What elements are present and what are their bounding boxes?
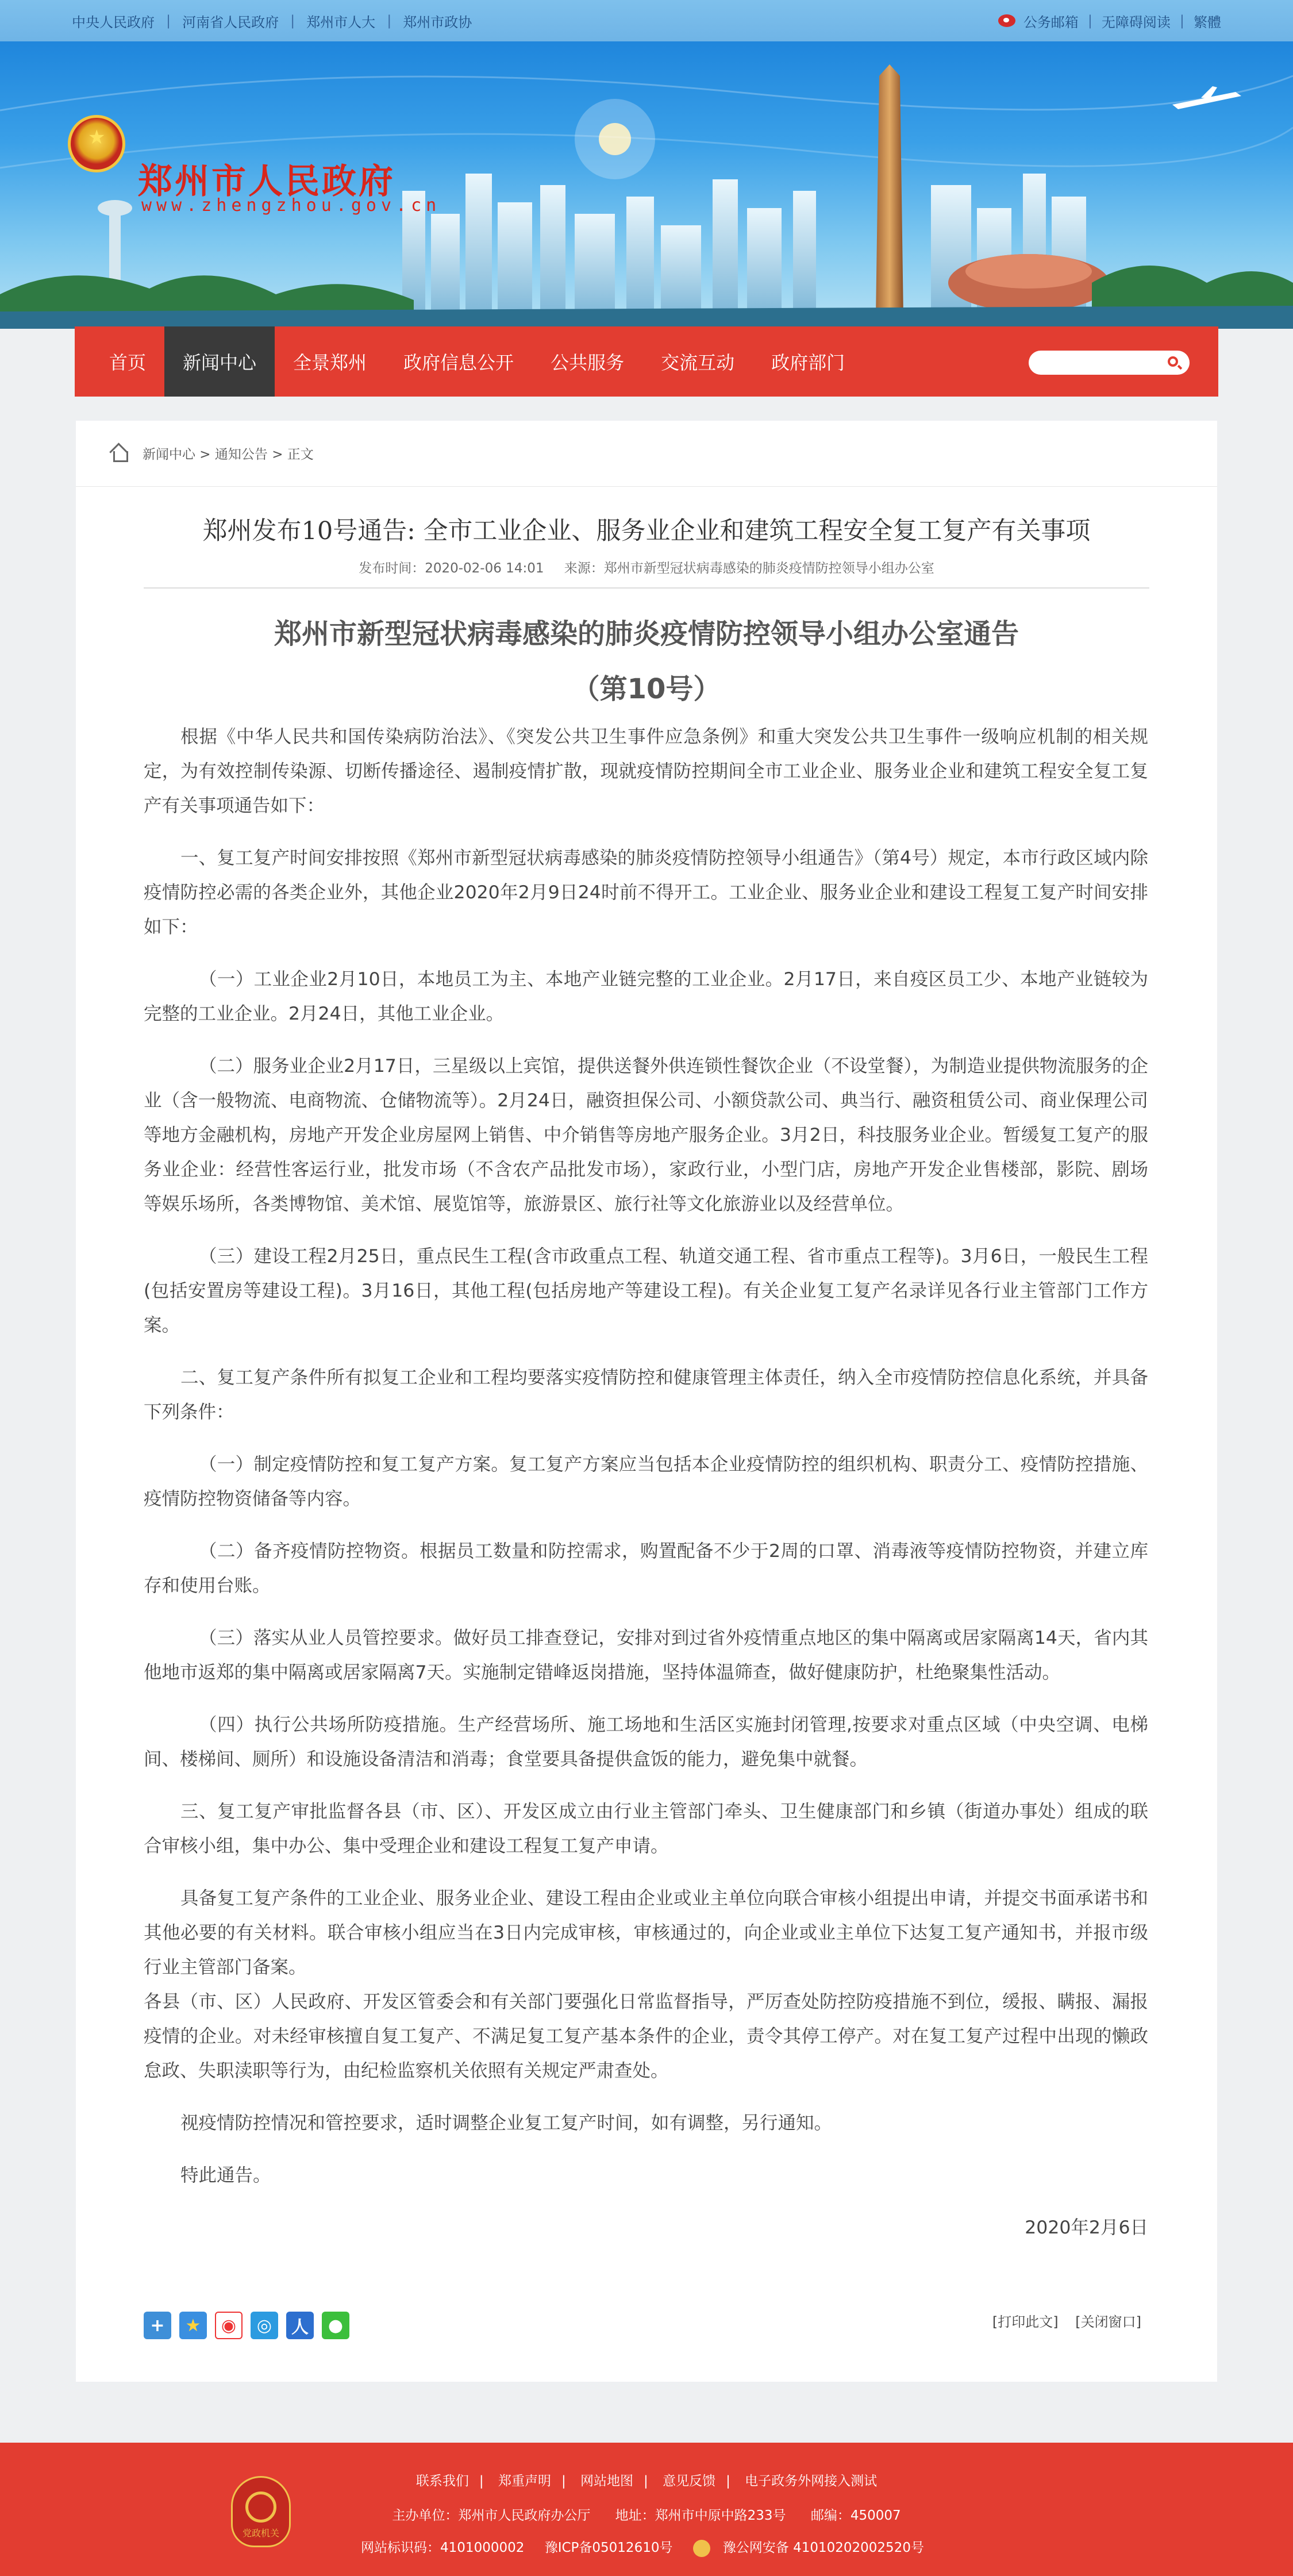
police-badge-icon xyxy=(693,2540,710,2557)
footer-site-code: 网站标识码：4101000002 xyxy=(361,2540,525,2555)
paragraph: （三）落实从业人员管控要求。做好员工排查登记，安排对到过省外疫情重点地区的集中隔离或居家隔离14天，省内其他地市返郑的集中隔离或居家隔离7天。实施制定错峰返岗措施，坚持体温筛查，做好健康防护，杜绝聚集性活动。 xyxy=(144,1628,1148,1683)
article-panel xyxy=(76,421,1217,2382)
nav-interaction[interactable]: 交流互动 xyxy=(661,352,735,374)
footer-address: 地址：郑州市中原中路233号 xyxy=(615,2508,786,2523)
footer-police[interactable]: 豫公网安备 41010202002520号 xyxy=(722,2540,924,2555)
nav-departments[interactable]: 政府部门 xyxy=(771,352,845,374)
paragraph: 二、复工复产条件所有拟复工企业和工程均要落实疫情防控和健康管理主体责任，纳入全市疫情防控信息化系统，并具备下列条件： xyxy=(144,1367,1148,1422)
paragraph: （一）制定疫情防控和复工复产方案。复工复产方案应当包括本企业疫情防控的组织机构、职责分工、疫情防控措施、疫情防控物资储备等内容。 xyxy=(144,1454,1148,1509)
footer xyxy=(0,2443,1293,2576)
share-wechat-icon[interactable]: ● xyxy=(322,2312,349,2339)
footer-link-sitemap[interactable]: 网站地图 xyxy=(580,2474,633,2489)
top-links: 中央人民政府 | 河南省人民政府 | 郑州市人大 | 郑州市政协 xyxy=(72,0,472,41)
print-link[interactable]: [打印此文] xyxy=(992,2314,1059,2330)
paragraph: 三、复工复产审批监督各县（市、区）、开发区成立由行业主管部门牵头、卫生健康部门和乡镇（街道办事处）组成的联合审核小组，集中办公、集中受理企业和建设工程复工复产申请。 xyxy=(144,1801,1148,1856)
site-url: www.zhengzhou.gov.cn xyxy=(141,195,441,216)
share-bar xyxy=(144,2312,357,2339)
share-weibo-icon[interactable]: ◉ xyxy=(215,2312,243,2339)
article-body xyxy=(144,720,1148,2263)
paragraph: 各县（市、区）人民政府、开发区管委会和有关部门要强化日常监督指导，严厉查处防控防疫措施不到位，缓报、瞒报、漏报疫情的企业。对未经审核擅自复工复产、不满足复工复产基本条件的企业，责令其停工停产。对在复工复产过程中出现的懒政怠政、失职渎职等行为，由纪检监察机关依照有关规定严肃查处。 xyxy=(144,1991,1148,2081)
footer-links: 联系我们 | 郑重声明 | 网站地图 | 意见反馈 | 电子政务外网接入测试 xyxy=(415,2474,878,2489)
notice-number: （第10号） xyxy=(572,673,721,705)
weibo-icon[interactable] xyxy=(998,14,1015,27)
accessibility-link[interactable]: 无障碍阅读 xyxy=(1101,14,1171,30)
site-title: 郑州市人民政府 xyxy=(138,162,395,202)
footer-host-info xyxy=(0,2505,1293,2524)
article-source: 来源：郑州市新型冠状病毒感染的肺炎疫情防控领导小组办公室 xyxy=(564,561,934,576)
top-link-zz-npc[interactable]: 郑州市人大 xyxy=(306,14,376,30)
publish-date: 发布时间：2020-02-06 14:01 xyxy=(359,561,544,576)
paragraph: （三）建设工程2月25日，重点民生工程(含市政重点工程、轨道交通工程、省市重点工程等)。3月6日，一般民生工程(包括安置房等建设工程)。3月16日，其他工程(包括房地产等建设工程)。有关企业复工复产名录详见各行业主管部门工作方案。 xyxy=(144,1246,1148,1336)
breadcrumb-text[interactable]: 新闻中心 > 通知公告 > 正文 xyxy=(143,447,314,462)
paragraph: 视疫情防控情况和管控要求，适时调整企业复工复产时间，如有调整，另行通知。 xyxy=(180,2113,833,2133)
main-nav xyxy=(75,326,1218,397)
notice-title: 郑州市新型冠状病毒感染的肺炎疫情防控领导小组办公室通告 xyxy=(274,618,1019,650)
footer-link-statement[interactable]: 郑重声明 xyxy=(498,2474,551,2489)
divider xyxy=(144,587,1149,589)
share-qzone-icon[interactable]: ★ xyxy=(179,2312,207,2339)
article-title: 郑州发布10号通告: 全市工业企业、服务业企业和建筑工程安全复工复产有关事项 xyxy=(202,517,1091,545)
footer-host: 主办单位：郑州市人民政府办公厅 xyxy=(392,2508,591,2523)
mail-link[interactable]: 公务邮箱 xyxy=(1023,14,1079,30)
search-icon[interactable] xyxy=(1168,356,1178,367)
footer-registration xyxy=(0,2537,1293,2557)
share-tencent-weibo-icon[interactable]: ◎ xyxy=(251,2312,278,2339)
paragraph: 特此通告。 xyxy=(180,2165,271,2186)
paragraph: （一）工业企业2月10日，本地员工为主、本地产业链完整的工业企业。2月17日，来自疫区员工少、本地产业链较为完整的工业企业。2月24日，其他工业企业。 xyxy=(144,969,1148,1024)
nav-gov-info[interactable]: 政府信息公开 xyxy=(403,352,514,374)
nav-news-center[interactable]: 新闻中心 xyxy=(164,326,275,397)
footer-link-feedback[interactable]: 意见反馈 xyxy=(663,2474,716,2489)
top-link-zz-cppcc[interactable]: 郑州市政协 xyxy=(403,14,472,30)
footer-link-contact[interactable]: 联系我们 xyxy=(415,2474,469,2489)
traditional-chinese-link[interactable]: 繁體 xyxy=(1194,14,1221,30)
share-renren-icon[interactable]: 人 xyxy=(286,2312,314,2339)
footer-link-egov-test[interactable]: 电子政务外网接入测试 xyxy=(745,2474,878,2489)
paragraph: （二）备齐疫情防控物资。根据员工数量和防控需求，购置配备不少于2周的口罩、消毒液等疫情防控物资，并建立库存和使用台账。 xyxy=(144,1541,1148,1596)
breadcrumb xyxy=(109,436,314,470)
close-window-link[interactable]: [关闭窗口] xyxy=(1075,2314,1141,2330)
sign-date: 2020年2月6日 xyxy=(1025,2217,1148,2238)
national-emblem-logo: ★ xyxy=(68,115,125,172)
share-more-icon[interactable]: + xyxy=(144,2312,171,2339)
top-link-henan-gov[interactable]: 河南省人民政府 xyxy=(182,14,279,30)
paragraph: 根据《中华人民共和国传染病防治法》、《突发公共卫生事件应急条例》和重大突发公共卫生事件一级响应机制的相关规定，为有效控制传染源、切断传播途径、遏制疫情扩散，现就疫情防控期间全市工业企业、服务业企业和建筑工程安全复工复产有关事项通告如下： xyxy=(144,726,1148,816)
paragraph: 一、复工复产时间安排按照《郑州市新型冠状病毒感染的肺炎疫情防控领导小组通告》（第4号）规定，本市行政区域内除疫情防控必需的各类企业外，其他企业2020年2月9日24时前不得开工。工业企业、服务业企业和建设工程复工复产时间安排如下： xyxy=(144,848,1148,937)
article-tools xyxy=(980,2310,1141,2331)
divider xyxy=(76,486,1217,487)
nav-public-service[interactable]: 公共服务 xyxy=(551,352,625,374)
nav-panorama[interactable]: 全景郑州 xyxy=(293,352,367,374)
top-right-links: 公务邮箱 | 无障碍阅读 | 繁體 xyxy=(998,0,1221,41)
top-bar xyxy=(0,0,1293,41)
home-icon[interactable] xyxy=(109,444,129,462)
site-banner xyxy=(0,41,1293,329)
search-input[interactable] xyxy=(1029,351,1190,375)
top-link-central-gov[interactable]: 中央人民政府 xyxy=(72,14,155,30)
footer-icp[interactable]: 豫ICP备05012610号 xyxy=(544,2540,673,2555)
article-meta xyxy=(76,558,1217,576)
paragraph: （二）服务业企业2月17日，三星级以上宾馆，提供送餐外供连锁性餐饮企业（不设堂餐），为制造业提供物流服务的企业（含一般物流、电商物流、仓储物流等）。2月24日，融资担保公司、小额贷款公司、典当行、融资租赁公司、商业保理公司等地方金融机构，房地产开发企业房屋网上销售、中介销售等房地产服务企业。3月2日，科技服务业企业。暂缓复工复产的服务业企业：经营性客运行业，批发市场（不含农产品批发市场），家政行业，小型门店，房地产开发企业售楼部，影院、剧场等娱乐场所，各类博物馆、美术馆、展览馆等，旅游景区、旅行社等文化旅游业以及经营单位。 xyxy=(144,1056,1148,1214)
badge-label: 党政机关 xyxy=(242,2528,279,2539)
paragraph: 具备复工复产条件的工业企业、服务业企业、建设工程由企业或业主单位向联合审核小组提出申请，并提交书面承诺书和其他必要的有关材料。联合审核小组应当在3日内完成审核，审核通过的，向企业或业主单位下达复工复产通知书，并报市级行业主管部门备案。 xyxy=(144,1888,1148,1978)
nav-home[interactable]: 首页 xyxy=(109,352,147,374)
footer-zip: 邮编：450007 xyxy=(810,2508,901,2523)
paragraph: （四）执行公共场所防疫措施。生产经营场所、施工场地和生活区实施封闭管理,按要求对重点区域（中央空调、电梯间、楼梯间、厕所）和设施设备清洁和消毒；食堂要具备提供盒饭的能力，避免集中就餐。 xyxy=(144,1714,1148,1770)
